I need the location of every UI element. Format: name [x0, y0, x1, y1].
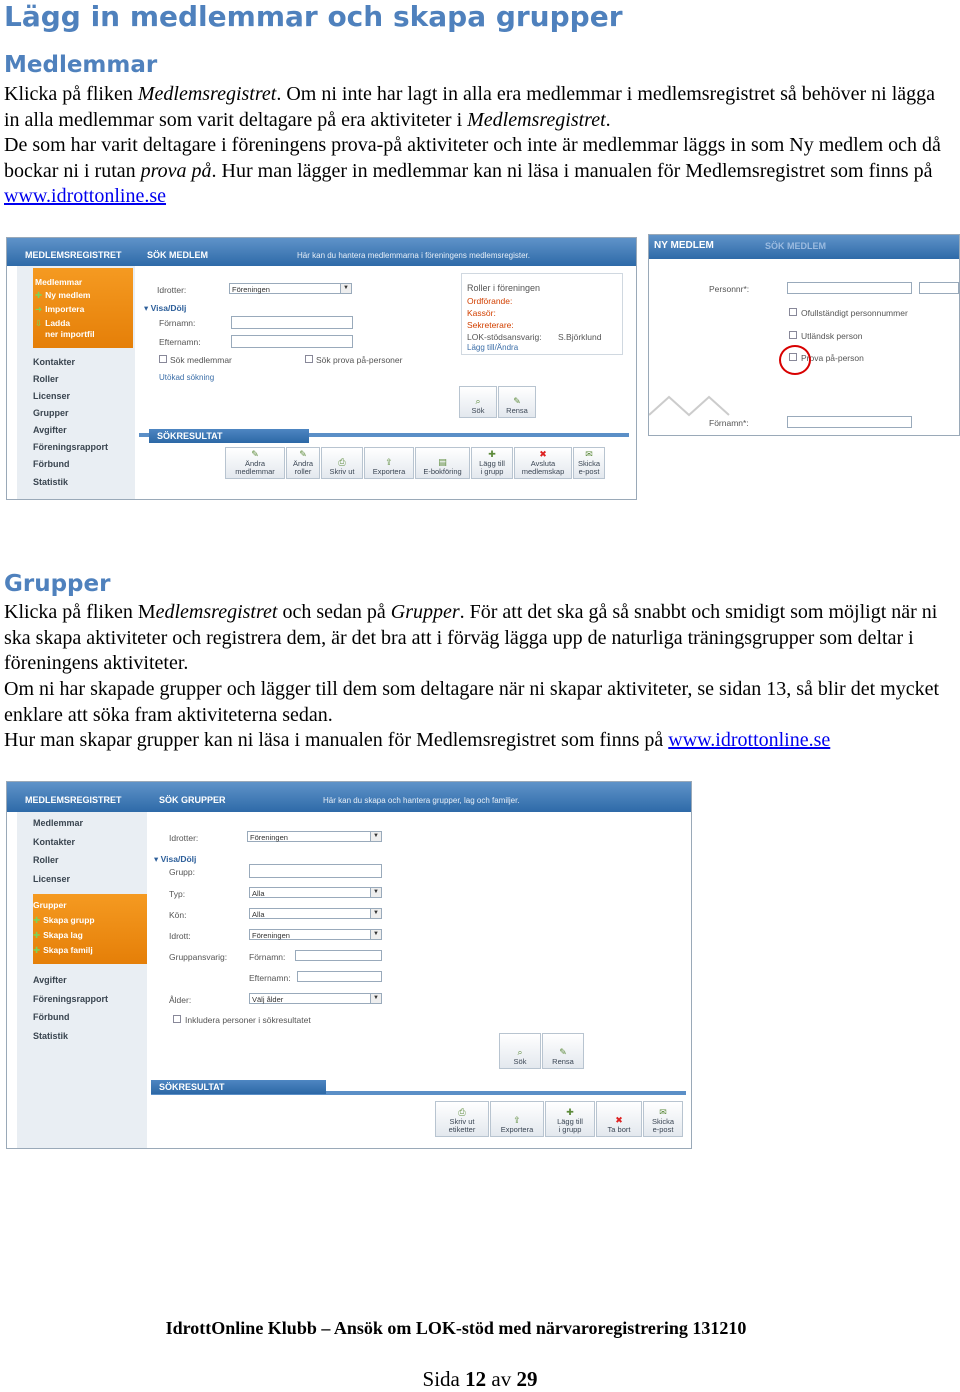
chevron-down-icon: ▼ [340, 284, 351, 293]
inkludera-label: Inkludera personer i sökresultatet [185, 1015, 311, 1025]
exportera-button[interactable]: ⇪ Exportera [490, 1101, 544, 1137]
sidebar-item-foreningsrapport[interactable]: Föreningsrapport [33, 994, 109, 1004]
sidebar-item-forbund[interactable]: Förbund [33, 459, 70, 469]
idrottonline-link[interactable]: www.idrottonline.se [668, 729, 831, 751]
sidebar-item-avgifter[interactable]: Avgifter [33, 425, 67, 435]
export-icon: ⇪ [385, 457, 393, 467]
plus-icon: ✚ [33, 930, 41, 940]
printer-icon: ⎙ [338, 457, 346, 467]
add-group-icon: ✚ [488, 449, 496, 459]
plus-icon: ✚ [35, 290, 43, 300]
sidebar-active-group [33, 268, 133, 348]
chevron-down-icon: ▼ [370, 832, 381, 841]
grupp-input[interactable] [249, 864, 382, 878]
andra-roller-button[interactable]: ✎ Ändra roller [286, 447, 320, 479]
search-form [139, 268, 629, 496]
search-buttons [459, 386, 537, 418]
sidebar-item-licenser[interactable]: Licenser [33, 874, 71, 884]
sidebar-item-skapa-familj[interactable]: ✚ Skapa familj [33, 945, 93, 955]
ta-bort-button[interactable]: ✖ Ta bort [596, 1101, 642, 1137]
roles-box [461, 273, 623, 355]
sidebar-item-statistik[interactable]: Statistik [33, 477, 69, 487]
efternamn-label: Efternamn: [159, 337, 201, 347]
skriv-ut-etiketter-button[interactable]: ⎙ Skriv ut etiketter [435, 1101, 489, 1137]
skicka-epost-button[interactable]: ✉ Skicka e-post [573, 447, 605, 479]
screenshot-ny-medlem [648, 234, 960, 436]
fornamn-input[interactable] [231, 316, 353, 329]
utlandsk-label: Utländsk person [801, 331, 863, 341]
mail-icon: ✉ [659, 1107, 667, 1117]
efternamn-input[interactable] [231, 335, 353, 348]
grupp-label: Grupp: [169, 867, 195, 877]
tab-sok-grupper[interactable]: SÖK GRUPPER [159, 795, 226, 805]
gruppansvarig-label: Gruppansvarig: [169, 952, 228, 962]
sidebar-active-group [33, 894, 147, 964]
search-buttons [499, 1033, 585, 1069]
lagg-till-grupp-button[interactable]: ✚ Lägg till i grupp [471, 447, 513, 479]
e-bokforing-button[interactable]: ▤ E-bokföring [415, 447, 470, 479]
sokresultat-header: SÖKRESULTAT [151, 1080, 326, 1094]
sidebar-item-roller[interactable]: Roller [33, 855, 59, 865]
section1-paragraph-1: Klicka på fliken Medlemsregistret. Om ni inte har lagt in alla era medlemmar i medlemsregistret så behöver ni lägga in alla medlemmar som varit deltagare på era aktiviteter i Medlemsregistret. [4, 83, 936, 131]
pencil-icon: ✎ [299, 449, 307, 459]
kon-label: Kön: [169, 910, 187, 920]
export-icon: ⇪ [513, 1115, 521, 1125]
section2-paragraph-3: Hur man skapar grupper kan ni läsa i manualen för Medlemsregistret som finns på www.idrottonline.se [4, 729, 831, 751]
magnifier-icon: ⌕ [475, 396, 481, 406]
result-toolbar [435, 1101, 684, 1137]
sok-prova-checkbox[interactable] [305, 355, 313, 363]
role-lok-value: S.Björklund [558, 332, 602, 342]
tab-ny-medlem[interactable]: NY MEDLEM [654, 240, 714, 251]
utokad-sokning-link[interactable]: Utökad sökning [159, 373, 215, 382]
roles-title: Roller i föreningen [467, 283, 541, 293]
rensa-button[interactable]: ✎ Rensa [542, 1033, 584, 1069]
kon-select[interactable]: Alla ▼ [249, 908, 382, 919]
sok-medlemmar-label: Sök medlemmar [170, 355, 232, 365]
page-title: Lägg in medlemmar och skapa grupper [4, 0, 623, 33]
chevron-down-icon: ▼ [370, 888, 381, 897]
screenshot-sok-medlem [6, 237, 637, 500]
sidebar-item-kontakter[interactable]: Kontakter [33, 837, 76, 847]
tab-medlemsregistret[interactable]: MEDLEMSREGISTRET [25, 795, 122, 805]
skicka-epost-button[interactable]: ✉ Skicka e-post [643, 1101, 683, 1137]
sokresultat-header: SÖKRESULTAT [149, 429, 309, 443]
personnr-input[interactable] [787, 282, 912, 294]
fornamn-label: Förnamn*: [709, 418, 749, 428]
tab-bar [7, 238, 636, 266]
tab-hint: Här kan du hantera medlemmarna i föreningens medlemsregister. [297, 251, 531, 260]
tab-medlemsregistret[interactable]: MEDLEMSREGISTRET [25, 250, 122, 260]
sidebar-item-importera[interactable]: ➜ Importera [35, 304, 85, 314]
eraser-icon: ✎ [559, 1047, 567, 1057]
role-kassor: Kassör: [467, 308, 496, 318]
result-toolbar [225, 447, 606, 479]
chevron-down-icon: ▼ [370, 994, 381, 1003]
idrotter-select[interactable]: Föreningen ▼ [247, 831, 382, 842]
sidebar-item-skapa-grupp[interactable]: ✚ Skapa grupp [33, 915, 95, 925]
sidebar-item-statistik[interactable]: Statistik [33, 1031, 69, 1041]
inkludera-checkbox[interactable] [173, 1015, 181, 1023]
visa-dolj-toggle[interactable]: ▾ Visa/Dölj [154, 854, 197, 864]
triangle-down-icon: ▾ [144, 303, 151, 313]
sok-button[interactable]: ⌕ Sök [499, 1033, 541, 1069]
sok-medlemmar-checkbox[interactable] [159, 355, 167, 363]
tab-hint: Här kan du skapa och hantera grupper, lag och familjer. [323, 796, 520, 805]
fornamn-input[interactable] [295, 950, 382, 961]
skriv-ut-button[interactable]: ⎙ Skriv ut [321, 447, 363, 479]
typ-select[interactable]: Alla ▼ [249, 887, 382, 898]
download-icon: ⇩ [35, 318, 43, 328]
idrott-select[interactable]: Föreningen ▼ [249, 929, 382, 940]
sidebar-item-avgifter[interactable]: Avgifter [33, 975, 67, 985]
book-icon: ▤ [438, 457, 447, 467]
section2-paragraph-2: Om ni har skapade grupper och lägger till dem som deltagare när ni skapar aktiviteter, se sidan 13, så blir det mycket enklare att söka fram aktiviteterna sedan. [4, 678, 940, 726]
tab-bar [649, 235, 959, 259]
section2-paragraph-1: Klicka på fliken Medlemsregistret och sedan på Grupper. För att det ska gå så snabbt och smidigt som möjligt när ni ska skapa aktiviteter och registrera dem, är det bra att i förväg lägga upp de naturliga träningsgrupper som deltar i föreningens aktiviteter. [4, 601, 938, 674]
search-form [151, 814, 686, 1144]
lagg-till-andra-link[interactable]: Lägg till/Ändra [467, 343, 519, 352]
idrotter-label: Idrotter: [169, 833, 199, 843]
rensa-button[interactable]: ✎ Rensa [498, 386, 536, 418]
pencil-icon: ✎ [251, 449, 259, 459]
alder-select[interactable]: Välj ålder ▼ [249, 993, 382, 1004]
sidebar-item-ny-medlem[interactable]: ✚ Ny medlem [35, 290, 91, 300]
utlandsk-checkbox[interactable] [789, 331, 797, 339]
section-heading-grupper: Grupper [4, 571, 111, 597]
ofullstandigt-label: Ofullständigt personnummer [801, 308, 908, 318]
sidebar-item-grupper[interactable]: Grupper [33, 408, 69, 418]
section-heading-medlemmar: Medlemmar [4, 52, 158, 78]
page-number: Sida 12 av 29 [422, 1367, 538, 1391]
role-lok: LOK-stödsansvarig: [467, 332, 542, 342]
magnifier-icon: ⌕ [517, 1047, 523, 1057]
eraser-icon: ✎ [513, 396, 521, 406]
sidebar-item-roller[interactable]: Roller [33, 374, 59, 384]
ofullstandigt-checkbox[interactable] [789, 308, 797, 316]
fornamn-label: Förnamn: [159, 318, 196, 328]
sidebar [17, 266, 135, 499]
highlight-circle [779, 345, 811, 375]
avsluta-medlemskap-button[interactable]: ✖ Avsluta medlemskap [514, 447, 572, 479]
printer-icon: ⎙ [458, 1107, 466, 1117]
tab-sok-medlem[interactable]: SÖK MEDLEM [147, 250, 209, 260]
triangle-down-icon: ▾ [154, 854, 161, 864]
role-ordforande: Ordförande: [467, 296, 513, 306]
screenshot-sok-grupper [6, 781, 692, 1149]
sidebar-item-medlemmar[interactable]: Medlemmar [33, 818, 84, 828]
chevron-down-icon: ▼ [370, 909, 381, 918]
plus-icon: ✚ [33, 915, 41, 925]
typ-label: Typ: [169, 889, 186, 899]
fornamn-input[interactable] [787, 416, 912, 428]
sidebar-item-ladda[interactable]: ⇩ Ladda [35, 318, 71, 328]
sidebar-item-foreningsrapport[interactable]: Föreningsrapport [33, 442, 109, 452]
role-sekreterare: Sekreterare: [467, 320, 514, 330]
idrotter-select[interactable]: Föreningen ▼ [229, 283, 352, 294]
sok-prova-label: Sök prova på-personer [316, 355, 403, 365]
personnr-label: Personnr*: [709, 284, 750, 294]
sidebar [17, 812, 147, 1148]
idrottonline-link[interactable]: www.idrottonline.se [4, 185, 167, 207]
tab-bar [7, 782, 691, 812]
x-icon: ✖ [539, 449, 547, 459]
x-icon: ✖ [615, 1115, 623, 1125]
section1-paragraph-2: De som har varit deltagare i föreningens prova-på aktiviteter och inte är medlemmar läggs in som Ny medlem och då bockar ni i rutan prova på. Hur man lägger in medlemmar kan ni läsa i manualen för Medlemsregistret som finns på www.idrottonline.se [4, 134, 941, 207]
lagg-till-grupp-button[interactable]: ✚ Lägg till i grupp [545, 1101, 595, 1137]
efternamn-input[interactable] [297, 971, 382, 982]
sidebar-item-skapa-lag[interactable]: ✚ Skapa lag [33, 930, 83, 940]
chevron-down-icon: ▼ [370, 930, 381, 939]
sidebar-item-forbund[interactable]: Förbund [33, 1012, 70, 1022]
fornamn-label: Förnamn: [249, 952, 286, 962]
plus-icon: ✚ [33, 945, 41, 955]
arrow-icon: ➜ [35, 304, 43, 314]
exportera-button[interactable]: ⇪ Exportera [364, 447, 414, 479]
document-footer: IdrottOnline Klubb – Ansök om LOK-stöd med närvaroregistrering 131210 [165, 1318, 747, 1338]
tab-sok-medlem[interactable]: SÖK MEDLEM [765, 241, 827, 251]
personnr-suffix-input[interactable] [919, 282, 959, 294]
idrott-label: Idrott: [169, 931, 191, 941]
efternamn-label: Efternamn: [249, 973, 291, 983]
mail-icon: ✉ [585, 449, 593, 459]
sidebar-item-medlemmar[interactable]: Medlemmar [35, 277, 83, 287]
alder-label: Ålder: [169, 995, 192, 1005]
add-group-icon: ✚ [566, 1107, 574, 1117]
sidebar-item-licenser[interactable]: Licenser [33, 391, 71, 401]
sidebar-item-kontakter[interactable]: Kontakter [33, 357, 76, 367]
prova-pa-label: Prova på-person [801, 353, 864, 363]
sidebar-item-importfil[interactable]: ner importfil [45, 329, 95, 339]
visa-dolj-toggle[interactable]: ▾ Visa/Dölj [144, 303, 187, 313]
sidebar-item-grupper[interactable]: Grupper [33, 900, 67, 910]
idrotter-label: Idrotter: [157, 285, 187, 295]
andra-medlemmar-button[interactable]: ✎ Ändra medlemmar [225, 447, 285, 479]
sok-button[interactable]: ⌕ Sök [459, 386, 497, 418]
